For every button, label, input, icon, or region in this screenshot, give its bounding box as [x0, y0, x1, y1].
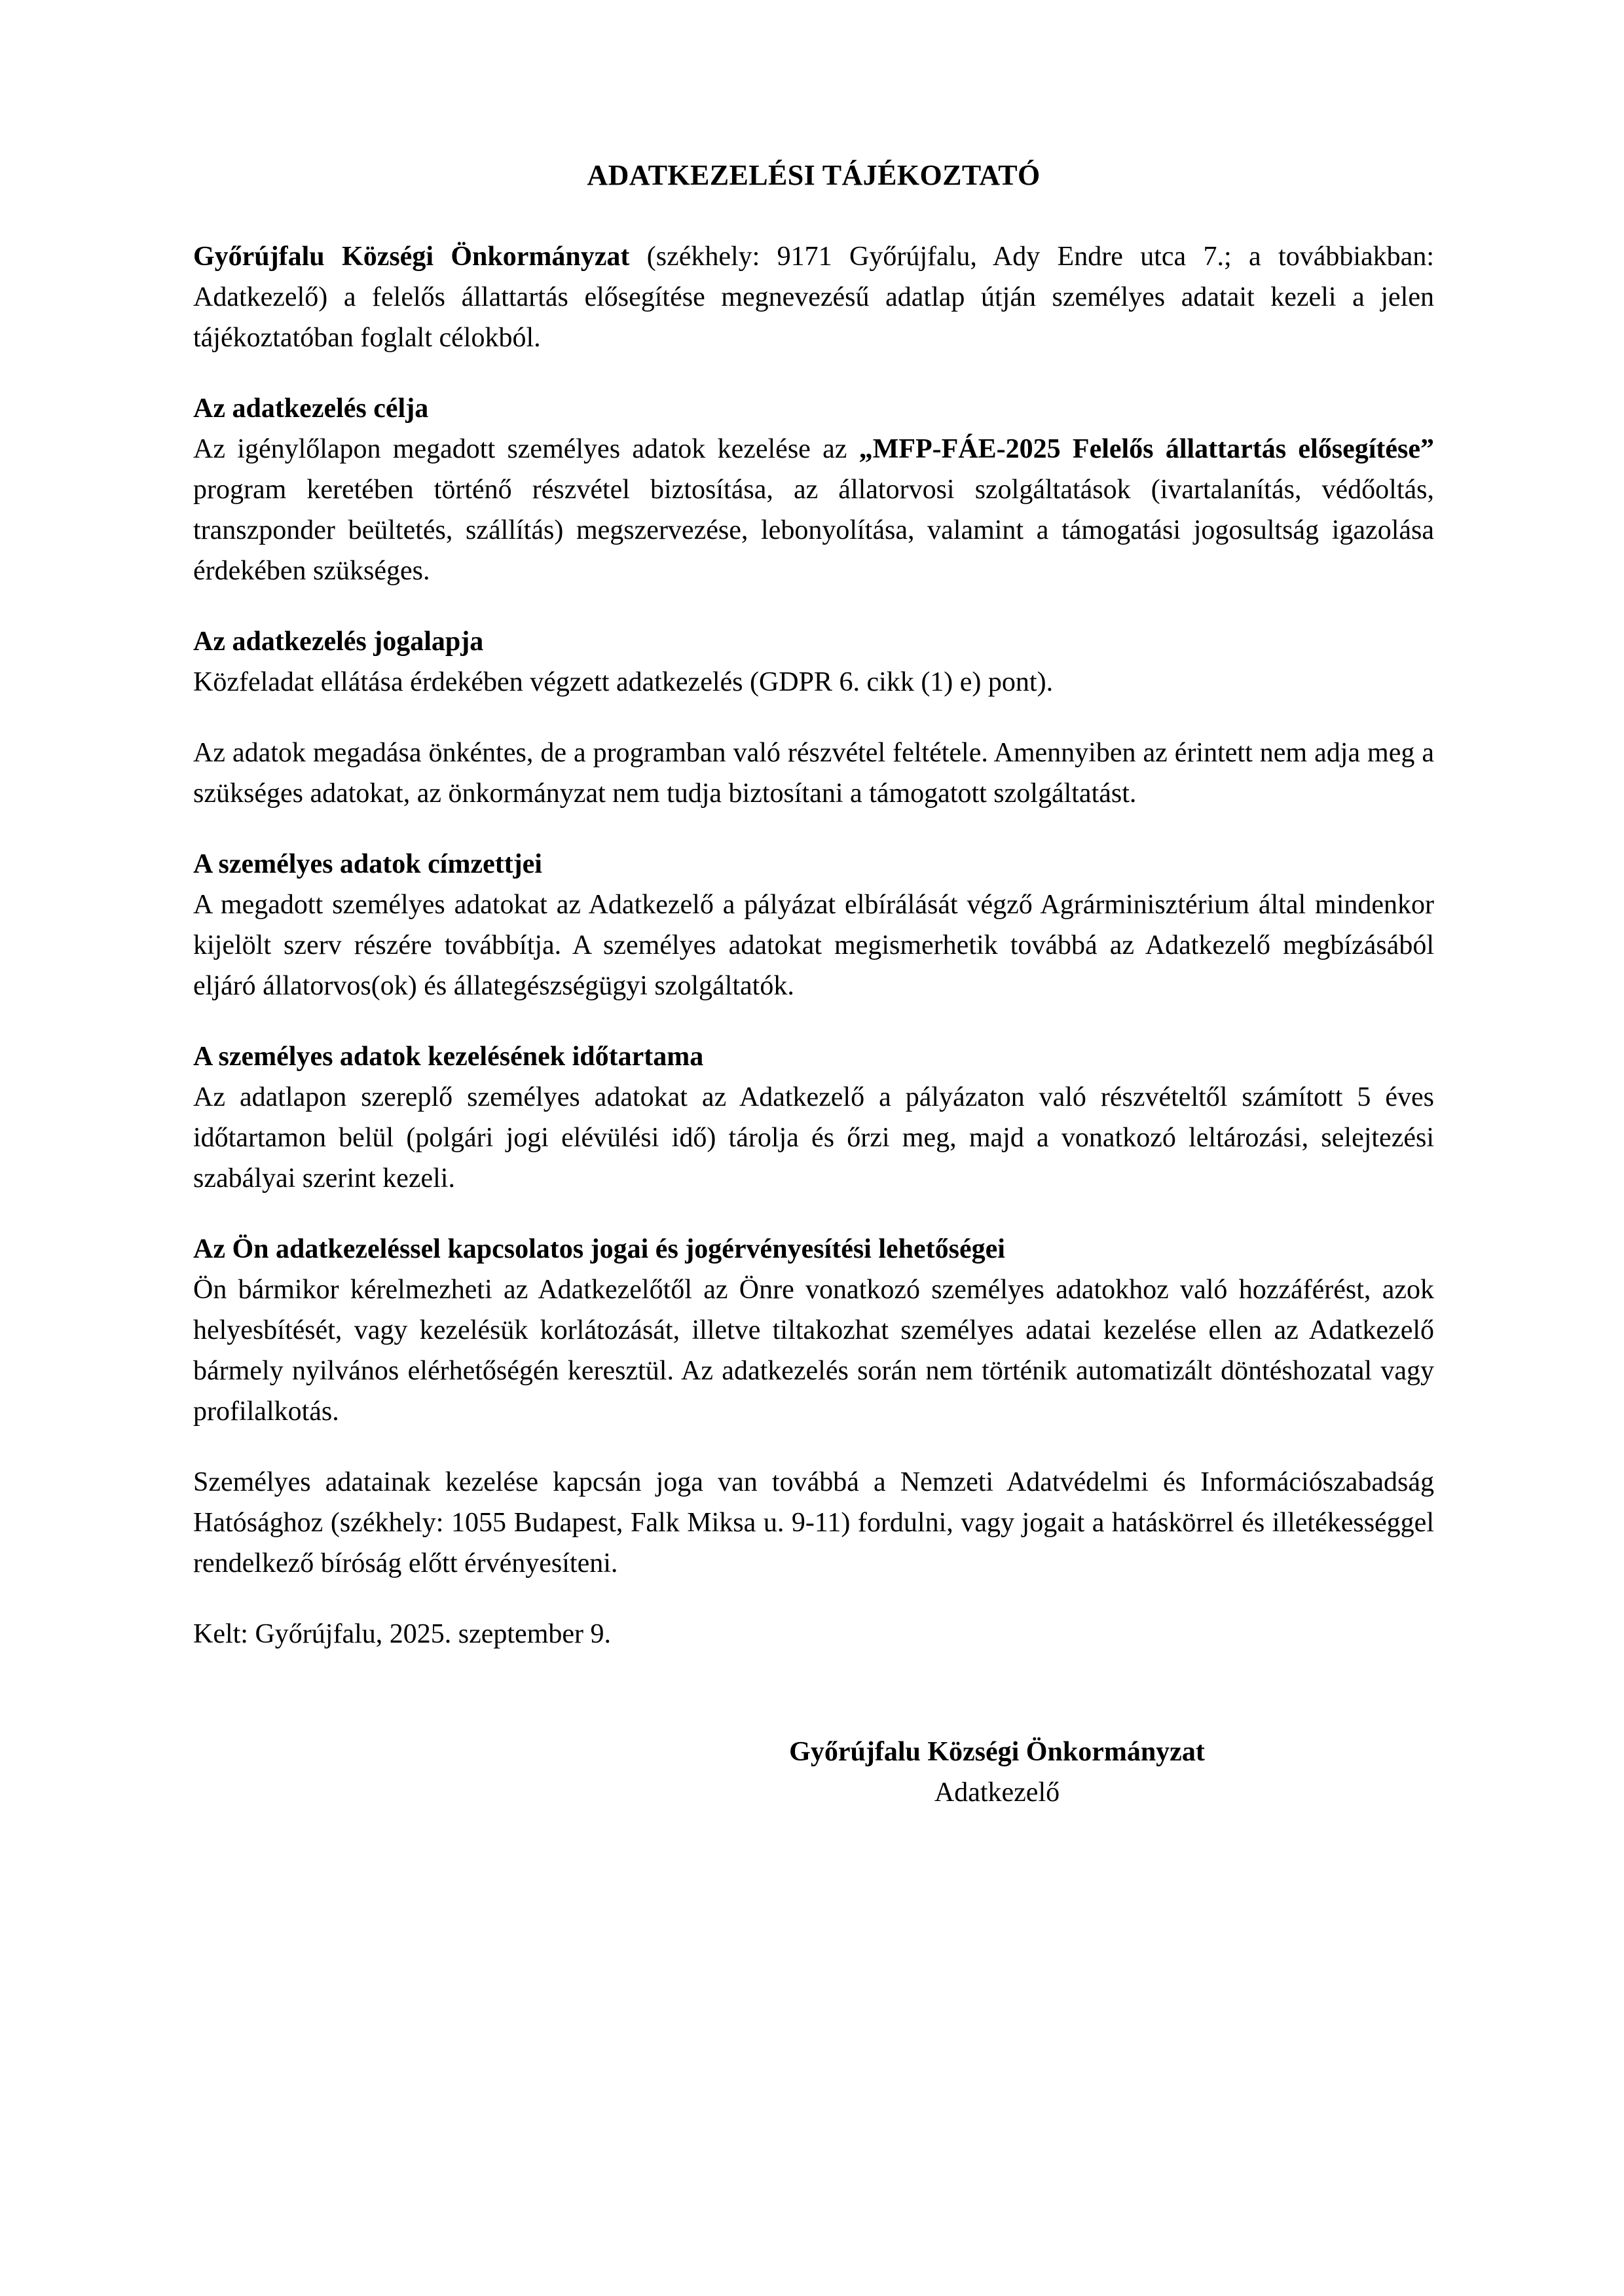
intro-rest: (székhely: 9171 Győrújfalu, Ady Endre utca 7.; a továbbiakban: Adatkezelő) a felelős állattartás elősegítése megnevezésű adatlap útján személyes adatait kezeli a jelen tájékoztatóban foglalt célokból.: [193, 242, 1434, 353]
spacer: [193, 591, 1434, 621]
section-body-recipients: A megadott személyes adatokat az Adatkezelő a pályázat elbírálását végző Agrárminisztérium által mindenkor kijelölt szerv részére továbbítja. A személyes adatokat megismerhetik továbbá az Adatkezelő megbízásából eljáró állatorvos(ok) és állategészségügyi szolgáltatók.: [193, 890, 1434, 1001]
purpose-post: program keretében történő részvétel biztosítása, az állatorvosi szolgáltatások (ivartalanítás, védőoltás, transzponder beültetés, szállítás) megszervezése, lebonyolítása, valamint a támogatási jogosultság igazolása érdekében szükséges.: [193, 475, 1434, 586]
section-heading-recipients: A személyes adatok címzettjei: [193, 849, 542, 879]
spacer: [193, 1006, 1434, 1036]
signature-block: [193, 1732, 1434, 1813]
intro-paragraph: [193, 236, 1434, 358]
dateline: Kelt: Győrújfalu, 2025. szeptember 9.: [193, 1619, 611, 1649]
section-body-rights: Ön bármikor kérelmezheti az Adatkezelőtől az Önre vonatkozó személyes adatokhoz való hozzáférést, azok helyesbítését, vagy kezelésük korlátozását, illetve tiltakozhat személyes adatai kezelése ellen az Adatkezelő bármely nyilvános elérhetőségén keresztül. Az adatkezelés során nem történik automatizált döntéshozatal vagy profilalkotás.: [193, 1275, 1434, 1427]
controller-name: Győrújfalu Községi Önkormányzat: [193, 242, 630, 272]
spacer: [193, 358, 1434, 388]
spacer: [193, 1199, 1434, 1229]
section-heading-purpose: Az adatkezelés célja: [193, 393, 429, 424]
section-body-duration: Az adatlapon szereplő személyes adatokat az Adatkezelő a pályázaton való részvételtől számított 5 éves időtartamon belül (polgári jogi elévülési idő) tárolja és őrzi meg, majd a vonatkozó leltározási, selejtezési szabályai szerint kezeli.: [193, 1082, 1434, 1194]
page-title: ADATKEZELÉSI TÁJÉKOZTATÓ: [587, 159, 1041, 191]
voluntary-paragraph: Az adatok megadása önkéntes, de a programban való részvétel feltétele. Amennyiben az érintett nem adja meg a szükséges adatokat, az önkormányzat nem tudja biztosítani a támogatott szolgáltatást.: [193, 738, 1434, 809]
section-body-purpose: [193, 429, 1434, 591]
section-heading-legal-basis: Az adatkezelés jogalapja: [193, 627, 484, 657]
spacer: [193, 1432, 1434, 1462]
program-name: „MFP-FÁE-2025 Felelős állattartás elősegítése”: [858, 434, 1434, 464]
authority-paragraph: Személyes adatainak kezelése kapcsán joga van továbbá a Nemzeti Adatvédelmi és Információszabadság Hatósághoz (székhely: 1055 Budapest, Falk Miksa u. 9-11) fordulni, vagy jogait a hatáskörrel és illetékességgel rendelkező bíróság előtt érvényesíteni.: [193, 1467, 1434, 1578]
section-body-legal-basis: Közfeladat ellátása érdekében végzett adatkezelés (GDPR 6. cikk (1) e) pont).: [193, 667, 1054, 697]
spacer: [193, 1584, 1434, 1614]
spacer: [193, 814, 1434, 844]
section-heading-duration: A személyes adatok kezelésének időtartama: [193, 1042, 704, 1072]
section-heading-rights: Az Ön adatkezeléssel kapcsolatos jogai és jogérvényesítési lehetőségei: [193, 1234, 1005, 1264]
spacer: [193, 702, 1434, 733]
purpose-pre: Az igénylőlapon megadott személyes adatok kezelése az: [193, 434, 859, 464]
signature-name: Győrújfalu Községi Önkormányzat: [789, 1737, 1205, 1767]
signature-role: Adatkezelő: [934, 1777, 1060, 1808]
